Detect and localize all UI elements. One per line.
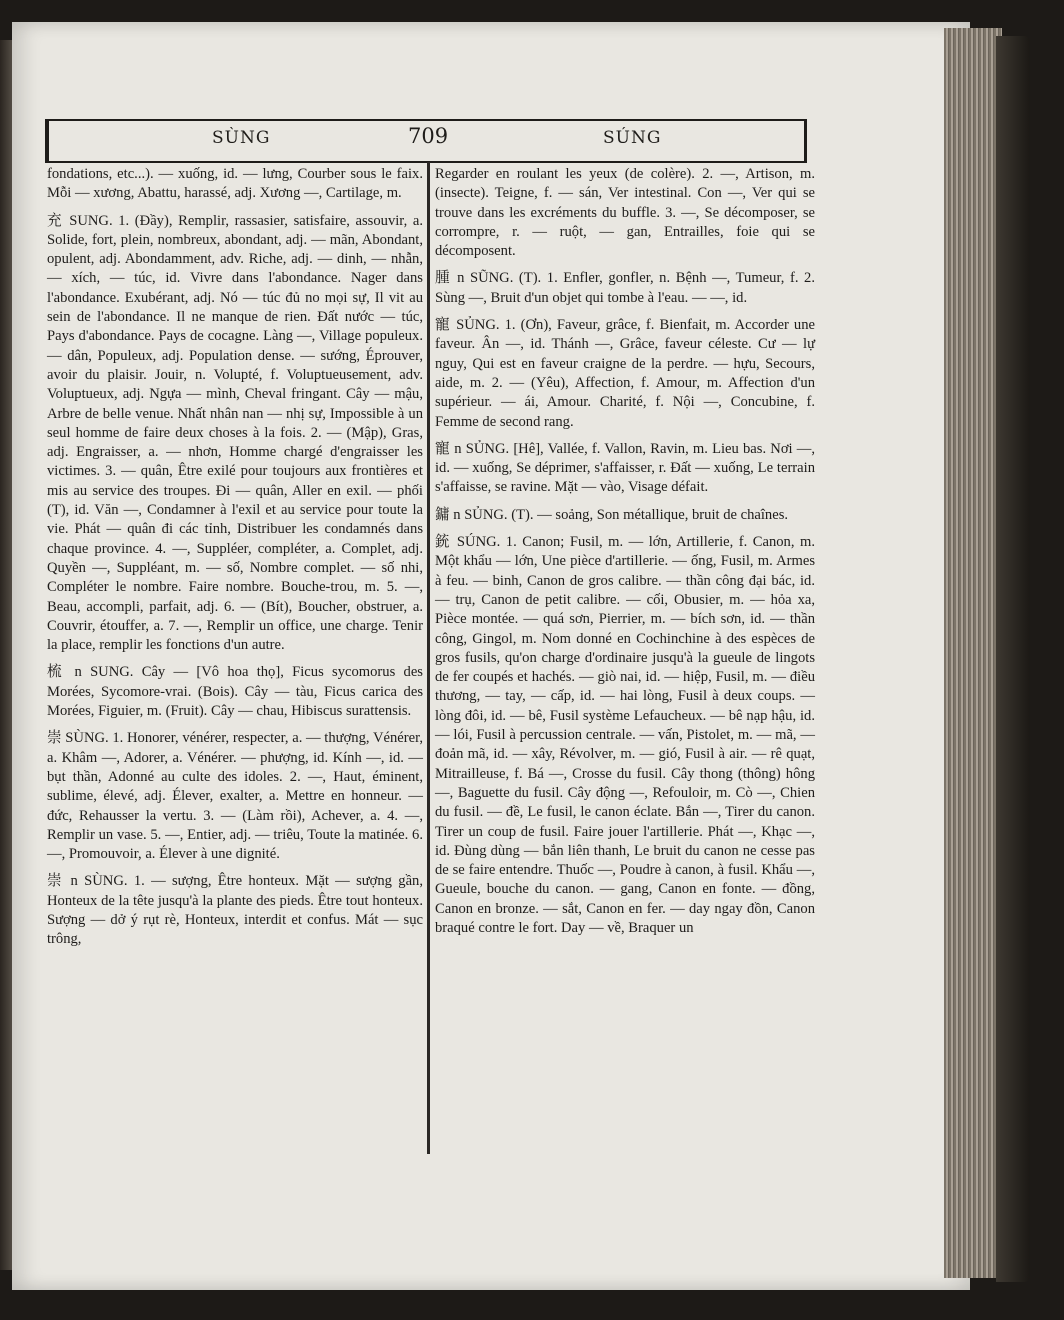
page-number: 709	[408, 124, 449, 148]
entry-sung-faveur: 寵 SỦNG. 1. (Ơn), Faveur, grâce, f. Bienfait, m. Accorder une faveur. Ân —, id. Thánh —, Grâce, faveur céleste. Cư — lự nguy, Qui est en faveur craigne de la perdre. — hựu, Secours, aide, m. 2. — (Yêu), Affection, f. Amour, m. Affection d'un supérieur. — ái, Amour. Charité, f. Nội —, Concubine, f. Femme de second rang.	[435, 317, 815, 430]
book-cover-board	[996, 36, 1030, 1282]
right-column	[435, 165, 815, 938]
entry-continuation: fondations, etc...). — xuống, id. — lưng, Courber sous le faix. Mỗi — xương, Abattu, harassé, adj. Xương —, Cartilage, m.	[47, 166, 423, 202]
header-right-word: SÚNG	[603, 128, 662, 148]
header-left-word: SÙNG	[212, 128, 271, 148]
page-fore-edge	[944, 28, 1002, 1278]
entry-sung-metallique: 鏞 n SỦNG. (T). — soảng, Son métallique, bruit de chaînes.	[435, 506, 789, 523]
entry-sung-honteux: 崇 n SÙNG. 1. — sượng, Être honteux. Mặt — sượng gần, Honteux de la tête jusqu'à la plante des pieds. Être tout honteux. Sượng — dở ý rụt rè, Honteux, interdit et confus. Mát — sục trông,	[47, 873, 423, 948]
entry-sung-vallee: 寵 n SỦNG. [Hê], Vallée, f. Vallon, Ravin, m. Lieu bas. Nơi —, id. — xuống, Se déprimer, s'affaisser, r. Đất — xuống, Le terrain s'affaisse, se ravine. Mặt — vào, Visage défait.	[435, 440, 815, 496]
entry-sung-enfler: 腫 n SŨNG. (T). 1. Enfler, gonfler, n. Bệnh —, Tumeur, f. 2. Sùng —, Bruit d'un objet qui tombe à l'eau. — —, id.	[435, 270, 815, 306]
entry-sung-ficus: 梳 n SUNG. Cây — [Vô hoa thọ], Ficus sycomorus des Morées, Sycomore-vrai. (Bois). Cây — tàu, Ficus carica des Morées, Figuier, m. (Fruit). Cây — chau, Hibiscus surattensis.	[47, 664, 423, 720]
entry-continuation-right: Regarder en roulant les yeux (de colère). 2. —, Artison, m. (insecte). Teigne, f. — sán, Ver intestinal. Con —, Ver qui se trouve dans les excréments du buffle. 3. —, Se décomposer, se corrompre, r. — ruột, — gan, Entrailles, foie qui se décomposent.	[435, 166, 815, 260]
entry-sung-honorer: 崇 SÙNG. 1. Honorer, vénérer, respecter, a. — thượng, Vénérer, a. Khâm —, Adorer, a. Vénérer. — phượng, id. Kính —, id. — bụt thần, Adonné au culte des idoles. 2. —, Haut, éminent, sublime, élevé, adj. Élever, exalter, a. Mettre en honneur. — đức, Rehausser la vertu. 3. — (Làm rồi), Achever, a. 4. —, Remplir un vase. 5. —, Entier, adj. — triêu, Toute la matinée. 6. —, Promouvoir, a. Élever à une dignité.	[47, 730, 423, 863]
left-column	[47, 165, 423, 950]
column-divider	[427, 162, 430, 1154]
entry-sung-1: 充 SUNG. 1. (Đầy), Remplir, rassasier, satisfaire, assouvir, a. Solide, fort, plein, nombreux, abondant, adj. — mãn, Abondant, opulent, adj. Abondamment, adv. Riche, adj. — dinh, — nhẫn, — xích, — túc, id. Vivre dans l'abondance. Nager dans l'abondance. Exubérant, adj. Nó — túc đủ no mọi sự, Il vit au sein de l'abondance. Il ne manque de rien. Đất nước — túc, Pays d'abondance. Pays de cocagne. Làng —, Village populeux. — dân, Populeux, adj. Population dense. — sướng, Éprouver, avoir du plaisir. Jouir, n. Volupté, f. Voluptueusement, adv. Voluptueux, adj. Ngựa — mình, Cheval fringant. Cây — mậu, Arbre de belle venue. Nhất nhân nan — nhị sự, Impossible à un seul homme de faire deux choses à la fois. 2. — (Mập), Gras, adj. Engraisser, a. — nhơn, Homme chargé d'engraisser les victimes. 3. — quân, Être exilé pour toujours aux frontières et mis au service des troupes. Đi — quân, Aller en exil. — phối (T), id. Văn —, Condamner à l'exil et au service pour toute la vie. Phát — quân đi các tỉnh, Distribuer les condamnés dans chaque province. 4. —, Suppléer, compléter, a. Complet, adj. Quyền —, Suppléant, m. — số, Nombre complet. — số nhi, Compléter le nombre. Faire nombre. Bouche-trou, m. 5. —, Beau, accompli, parfait, adj. 6. — (Bít), Boucher, obstruer, a. Couvrir, étouffer, a. 7. —, Remplir un office, une charge. Tenir la place, remplir les fonctions d'un autre.	[47, 212, 423, 654]
entry-sung-canon: 銃 SÚNG. 1. Canon; Fusil, m. — lớn, Artillerie, f. Canon, m. Một khẩu — lớn, Une pièce d'artillerie. — ống, Fusil, m. Armes à feu. — binh, Canon de gros calibre. — thần công đại bác, id. — trụ, Canon de petit calibre. — cối, Obusier, m. — hỏa xa, Pièce montée. — quá sơn, Pierrier, m. — bích sơn, id. — thần công, Gingol, m. Nom donné en Cochinchine à des espèces de gros fusils, qu'on charge d'ordinaire jusqu'à la gueule de lingots de fer coupés et hachés. — giò nai, id. — hiệp, Fusil, m. — điều thương, — tay, — cấp, id. — hai lòng, Fusil à deux coups. — lòng đôi, id. — bê, Fusil système Lefaucheux. — bê nạp hậu, id. — lói, Fusil à percussion centrale. — vấn, Pistolet, m. — mã, — đoản mã, id. — xây, Révolver, m. — gió, Fusil à air. — rê quạt, Mitrailleuse, f. Bá —, Crosse du fusil. Cây thong (thông) hông —, Baguette du fusil. Cây động —, Refouloir, m. Cò —, Chien du fusil. — đề, Le fusil, le canon éclate. Bắn —, Tirer du canon. Tirer un coup de fusil. Faire jouer l'artillerie. Phát —, Khạc —, id. Đùng dùng — bắn liên thanh, Le bruit du canon ne cesse pas de se faire entendre. Thuốc —, Poudre à canon, à fusil. Khẩu —, Gueule, bouche du canon. — gang, Canon en fonte. — đồng, Canon en bronze. — sắt, Canon en fer. — day ngay đồn, Canon braqué contre le fort. Day — về, Braquer un	[435, 534, 815, 936]
